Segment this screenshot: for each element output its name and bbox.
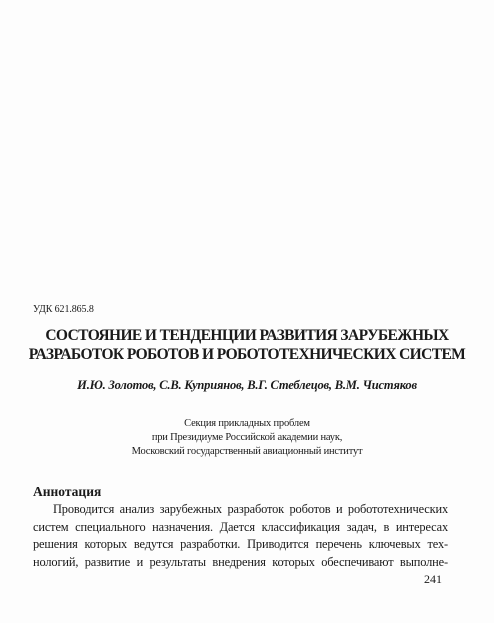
abstract-line: систем специального назначения. Дается классификация задач, в интересах: [33, 519, 448, 534]
affiliation: [20, 417, 474, 459]
page-number: 241: [424, 572, 442, 586]
authors: И.Ю. Золотов, С.В. Куприянов, В.Г. Стеблецов, В.М. Чистяков: [77, 378, 417, 392]
abstract-line: Проводится анализ зарубежных разработок роботов и робототехнических: [53, 502, 448, 516]
udk-code: УДК 621.865.8: [33, 304, 94, 315]
affiliation-line-3: Московский государственный авиационный институт: [131, 446, 363, 457]
abstract-line: нологий, развитие и результаты внедрения которых обеспечивают выполне-: [33, 554, 448, 569]
abstract-body: [33, 501, 448, 571]
abstract-heading: Аннотация: [33, 484, 102, 499]
affiliation-line-2: при Президиуме Российской академии наук,: [151, 432, 343, 443]
paper-title-line-2: РАЗРАБОТОК РОБОТОВ И РОБОТОТЕХНИЧЕСКИХ СИСТЕМ: [28, 346, 466, 363]
paper-title: [20, 326, 474, 364]
abstract-line: решения которых ведутся разработки. Приводится перечень ключевых тех-: [33, 537, 448, 551]
paper-title-line-1: СОСТОЯНИЕ И ТЕНДЕНЦИИ РАЗВИТИЯ ЗАРУБЕЖНЫХ: [45, 327, 449, 344]
affiliation-line-1: Секция прикладных проблем: [184, 418, 310, 429]
